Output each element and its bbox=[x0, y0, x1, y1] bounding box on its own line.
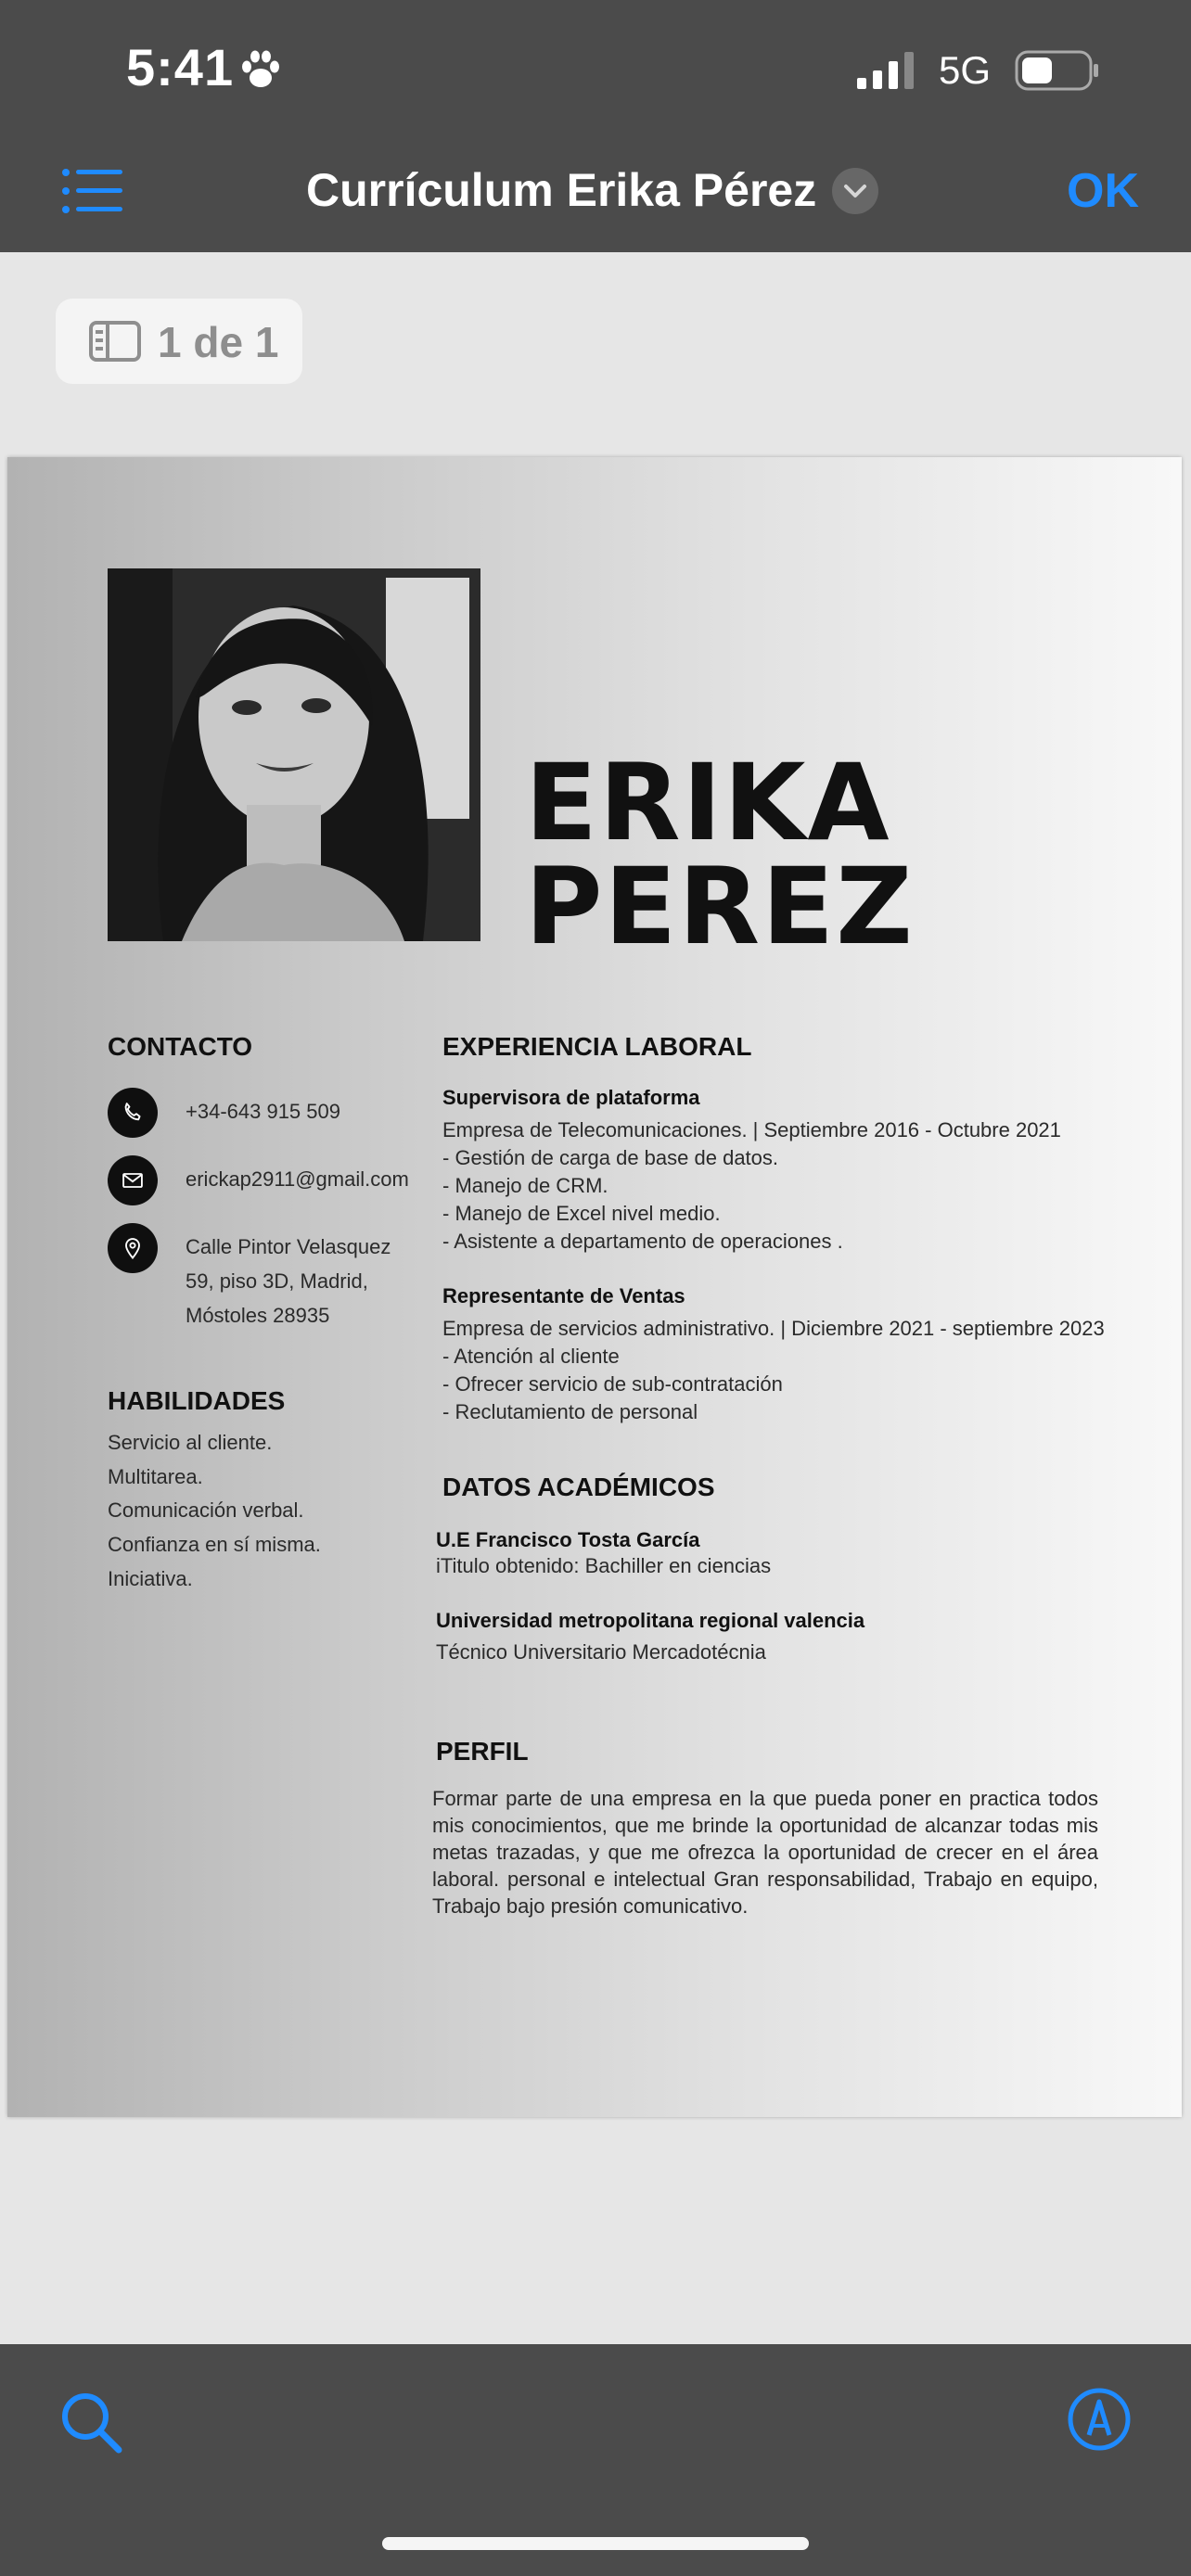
portrait-image bbox=[108, 568, 480, 941]
education-school: U.E Francisco Tosta García bbox=[436, 1528, 700, 1551]
chevron-down-icon[interactable] bbox=[831, 167, 879, 215]
skill-item: Confianza en sí misma. bbox=[108, 1533, 321, 1556]
job-task: - Manejo de CRM. bbox=[442, 1174, 608, 1197]
nav-bar bbox=[0, 130, 1191, 252]
signal-icon bbox=[857, 52, 916, 89]
paw-icon bbox=[237, 46, 284, 93]
skills-heading: HABILIDADES bbox=[108, 1386, 286, 1415]
profile-heading: PERFIL bbox=[436, 1737, 529, 1766]
experience-heading: EXPERIENCIA LABORAL bbox=[442, 1032, 752, 1061]
phone-icon bbox=[108, 1088, 158, 1138]
profile-photo bbox=[108, 568, 480, 941]
job-title: Supervisora de plataforma bbox=[442, 1086, 700, 1109]
status-time: 5:41 bbox=[126, 38, 235, 96]
job-task: - Manejo de Excel nivel medio. bbox=[442, 1202, 721, 1225]
skill-item: Multitarea. bbox=[108, 1465, 203, 1488]
page-indicator-label: 1 de 1 bbox=[158, 318, 279, 366]
education-heading: DATOS ACADÉMICOS bbox=[442, 1473, 715, 1501]
job-task: - Gestión de carga de base de datos. bbox=[442, 1146, 779, 1169]
job-title: Representante de Ventas bbox=[442, 1284, 685, 1307]
status-bar bbox=[0, 0, 1191, 130]
page-indicator[interactable] bbox=[56, 299, 302, 384]
battery-icon bbox=[1015, 50, 1100, 91]
markup-pen-icon[interactable] bbox=[1067, 2387, 1132, 2452]
mail-icon bbox=[108, 1155, 158, 1205]
contact-address-line: 59, piso 3D, Madrid, bbox=[186, 1269, 368, 1293]
contact-heading: CONTACTO bbox=[108, 1032, 253, 1061]
job-task: - Atención al cliente bbox=[442, 1345, 620, 1368]
document-title[interactable]: Currículum Erika Pérez bbox=[306, 164, 817, 216]
list-icon[interactable] bbox=[61, 167, 124, 215]
skill-item: Servicio al cliente. bbox=[108, 1431, 273, 1454]
education-detail: Técnico Universitario Mercadotécnia bbox=[436, 1640, 766, 1664]
sidebar-icon bbox=[89, 321, 141, 362]
job-company: Empresa de servicios administrativo. | Diciembre 2021 - septiembre 2023 bbox=[442, 1317, 1105, 1340]
job-task: - Reclutamiento de personal bbox=[442, 1400, 698, 1423]
job-task: - Asistente a departamento de operaciones . bbox=[442, 1230, 843, 1253]
contact-phone: +34-643 915 509 bbox=[186, 1100, 340, 1123]
skill-item: Iniciativa. bbox=[108, 1567, 193, 1590]
resume-page[interactable] bbox=[7, 457, 1182, 2117]
profile-text: Formar parte de una empresa en la que pueda poner en practica todos mis conocimientos, que me brinde la oportunidad de alcanzar todas mis metas trazadas, y que me ofrezca la oportunidad de crecer en el área laboral. personal e intelectual Gran responsabilidad, Trabajo en equipo, Trabajo bajo presión comunicativo. bbox=[432, 1787, 1098, 1918]
search-icon[interactable] bbox=[59, 2391, 124, 2455]
education-detail: iTitulo obtenido: Bachiller en ciencias bbox=[436, 1554, 772, 1577]
home-indicator[interactable] bbox=[382, 2537, 809, 2550]
done-button[interactable]: OK bbox=[1067, 164, 1139, 218]
contact-email: erickap2911@gmail.com bbox=[186, 1167, 409, 1191]
job-task: - Ofrecer servicio de sub-contratación bbox=[442, 1372, 783, 1396]
contact-address-line: Móstoles 28935 bbox=[186, 1304, 330, 1327]
location-pin-icon bbox=[108, 1223, 158, 1273]
education-school: Universidad metropolitana regional valencia bbox=[436, 1609, 865, 1632]
resume-last-name: PEREZ bbox=[525, 845, 915, 968]
contact-address-line: Calle Pintor Velasquez bbox=[186, 1235, 391, 1258]
network-type: 5G bbox=[939, 48, 992, 92]
resume-first-name: ERIKA bbox=[525, 741, 891, 864]
skill-item: Comunicación verbal. bbox=[108, 1498, 304, 1522]
job-company: Empresa de Telecomunicaciones. | Septiembre 2016 - Octubre 2021 bbox=[442, 1118, 1061, 1141]
